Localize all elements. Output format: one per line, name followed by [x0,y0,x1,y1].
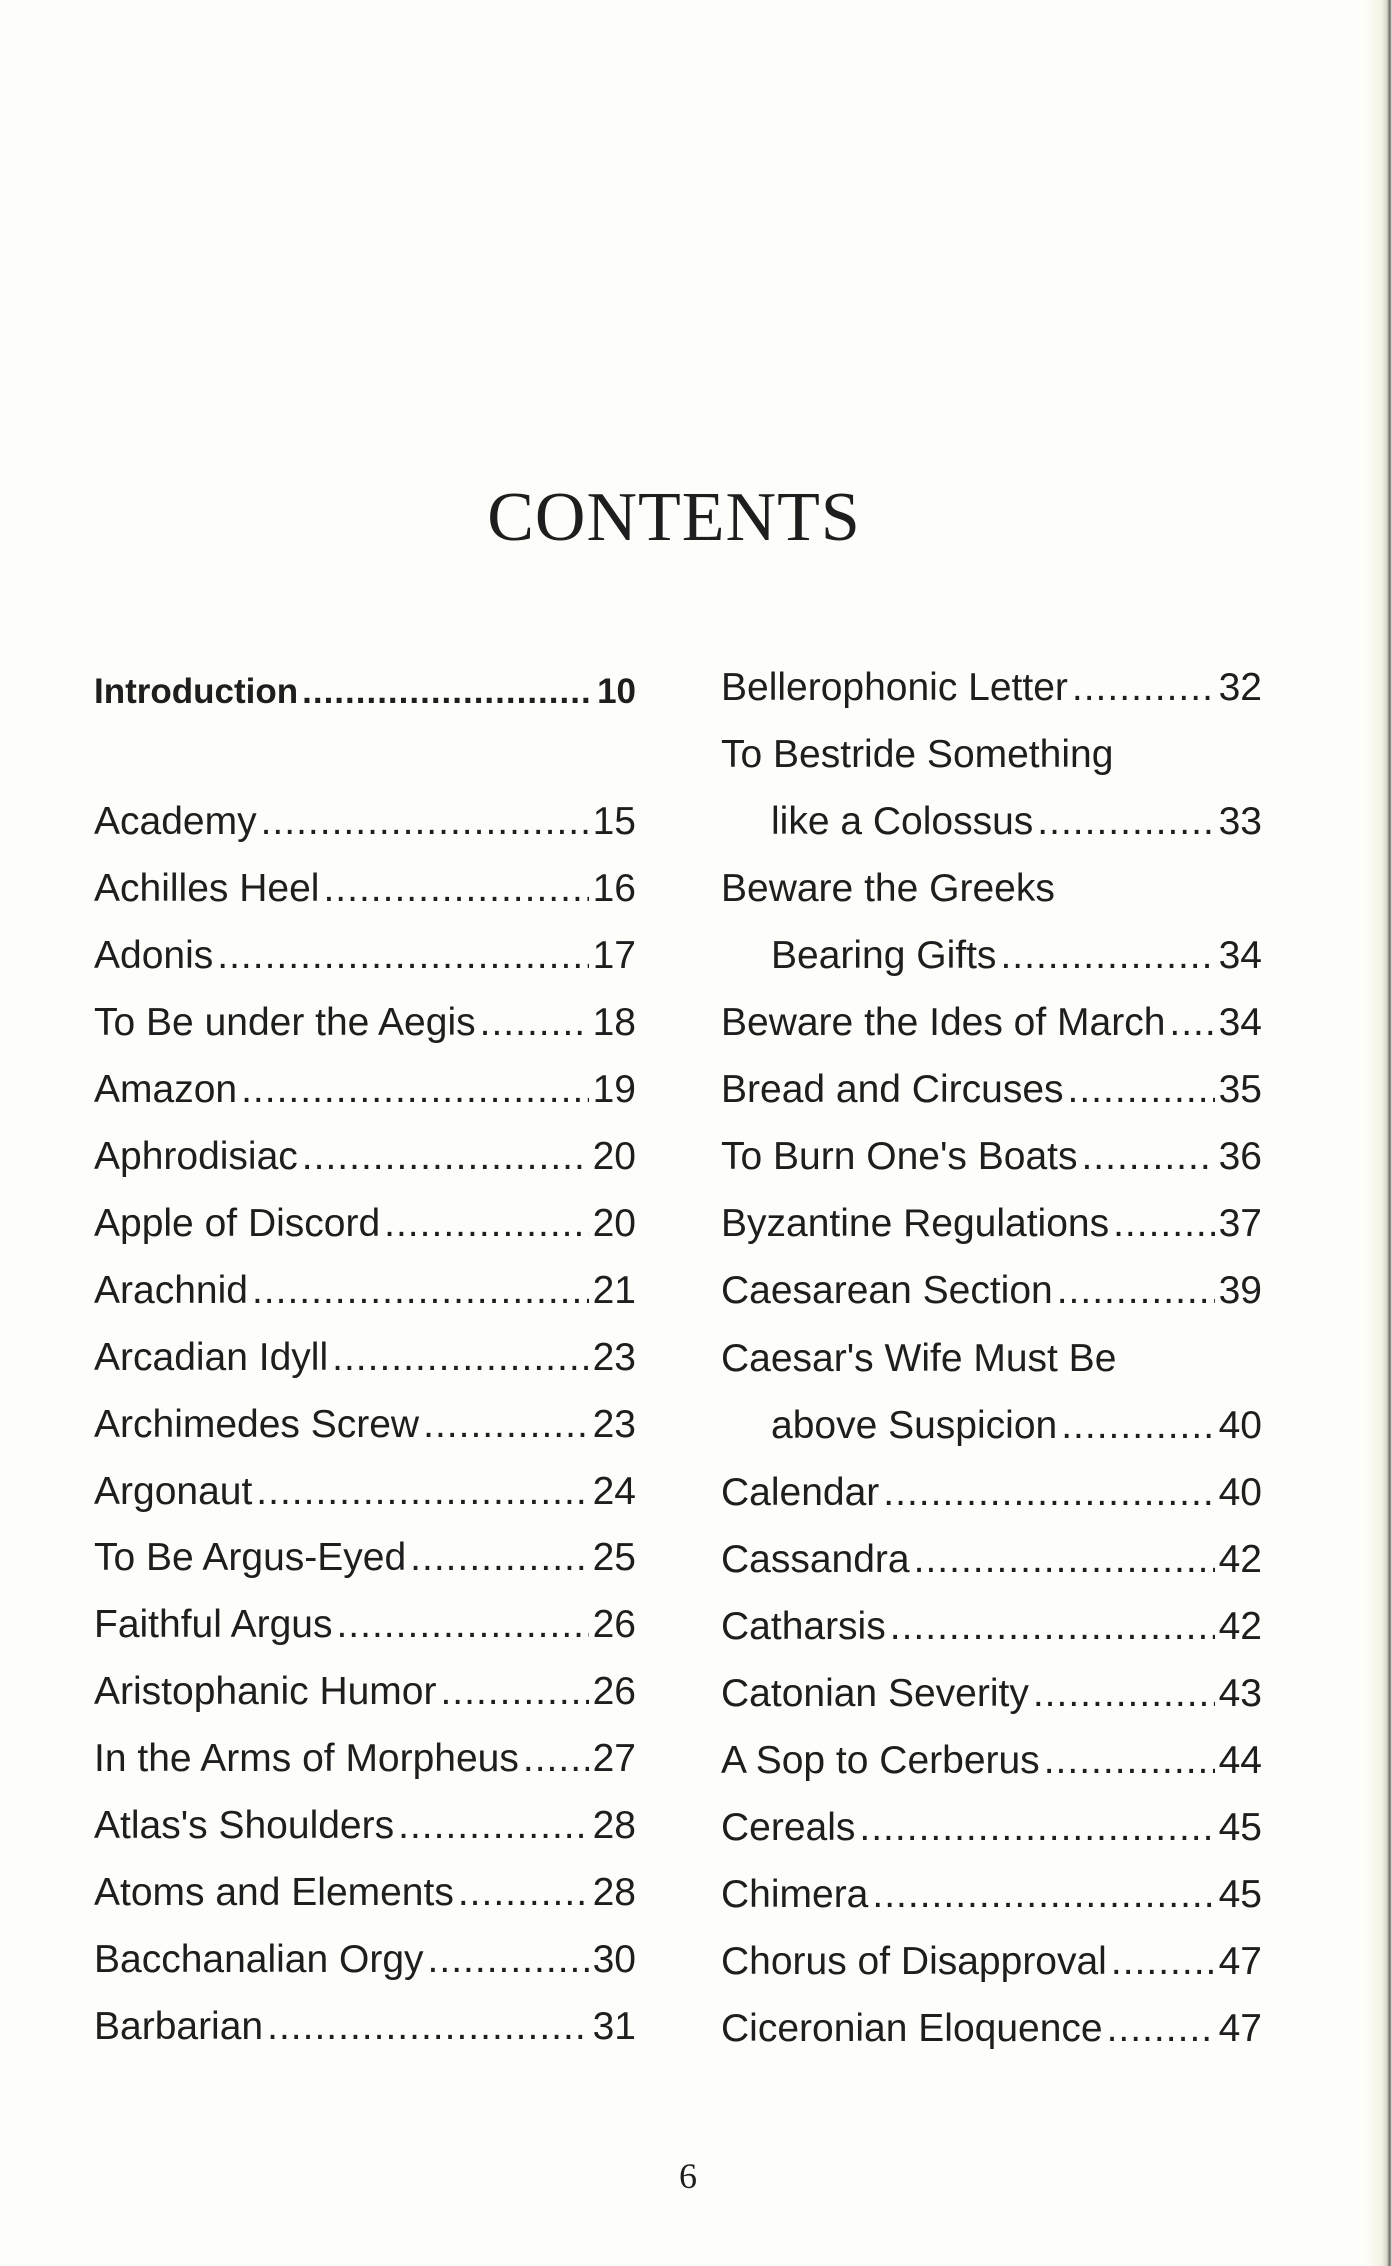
toc-entry[interactable] [721,1538,1262,1588]
toc-entry-title: Cassandra [721,1537,910,1581]
toc-entry[interactable] [94,867,636,917]
toc-entry[interactable] [721,934,1262,984]
toc-entry[interactable] [721,1471,1262,1521]
page-edge [1366,0,1392,2266]
toc-entry[interactable] [721,1337,1262,1387]
toc-entry-title: Catharsis [721,1604,886,1648]
toc-entry-title: To Bestride Something [721,733,1114,777]
toc-entry-title: Achilles Heel [94,866,320,910]
toc-entry-title: above Suspicion [771,1403,1058,1447]
toc-entry[interactable] [721,1672,1262,1722]
toc-entry-page: 42 [1218,1537,1262,1581]
toc-entry[interactable] [721,1739,1262,1789]
leader-dots [1107,2007,1215,2051]
toc-entry[interactable] [721,1605,1262,1655]
toc-entry-page: 28 [592,1871,636,1915]
toc-entry-page: 20 [592,1134,636,1178]
toc-entry-title: Bellerophonic Letter [721,666,1068,709]
toc-entry-title: Arcadian Idyll [94,1335,329,1379]
toc-entry[interactable] [721,1068,1262,1118]
toc-entry[interactable] [94,1403,636,1453]
toc-entry-title: Atlas's Shoulders [94,1804,395,1848]
toc-entry[interactable] [94,1603,636,1653]
leader-dots [267,2005,589,2049]
toc-entry-title: Beware the Greeks [721,867,1055,911]
toc-entry-title: Adonis [94,933,214,977]
toc-entry-title: Caesar's Wife Must Be [721,1336,1117,1380]
toc-entry[interactable] [94,1737,636,1787]
toc-entry-title: Ciceronian Eloquence [721,2007,1103,2050]
toc-entry-page: 30 [592,1938,636,1982]
toc-entry[interactable] [721,2007,1262,2057]
toc-entry[interactable] [94,1938,636,1988]
toc-entry-title: Aphrodisiac [94,1134,298,1178]
toc-entry-page: 45 [1218,1805,1262,1849]
leader-dots [410,1536,588,1580]
leader-dots [872,1873,1214,1917]
leader-dots [1068,1068,1215,1112]
leader-dots [1061,1404,1214,1448]
toc-entry[interactable] [94,2005,636,2055]
leader-dots [1081,1135,1214,1179]
leader-dots [458,1871,589,1915]
leader-dots [890,1605,1215,1649]
toc-entry-page: 19 [592,1067,636,1111]
leader-dots [323,867,588,911]
toc-entry[interactable] [721,1873,1262,1923]
toc-entry-page: 23 [592,1335,636,1379]
toc-entry[interactable] [721,1269,1262,1319]
toc-entry[interactable] [721,666,1262,716]
leader-dots [883,1471,1214,1515]
toc-entry-page: 43 [1218,1671,1262,1715]
toc-entry[interactable] [721,1806,1262,1856]
toc-entry-title: Barbarian [94,2005,264,2049]
leader-dots [1169,1001,1214,1045]
toc-entry-title: To Burn One's Boats [721,1135,1078,1179]
toc-entry-page: 25 [592,1536,636,1580]
toc-entry-title: Chimera [721,1872,869,1916]
leader-dots [398,1804,589,1848]
toc-entry-page: 24 [592,1469,636,1513]
toc-entry-title: In the Arms of Morpheus [94,1737,519,1781]
toc-entry-page: 18 [592,1000,636,1044]
leader-dots [480,1001,589,1045]
toc-entry-title: To Be Argus-Eyed [94,1536,407,1580]
leader-dots [336,1603,588,1647]
toc-entry-title: Academy [94,800,257,843]
toc-entry-page: 36 [1218,1135,1262,1179]
toc-entry-page: 47 [1218,1939,1262,1983]
toc-entry-title: like a Colossus [771,800,1034,844]
leader-dots [261,800,589,844]
leader-dots [1033,1672,1215,1716]
toc-entry[interactable] [721,1135,1262,1185]
leader-dots [1044,1739,1215,1783]
toc-entry-title: Bacchanalian Orgy [94,1938,424,1982]
leader-dots [440,1670,588,1714]
toc-entry[interactable] [94,1001,636,1051]
toc-entry-title: Bread and Circuses [721,1068,1064,1112]
toc-entry-title: Calendar [721,1470,880,1514]
toc-entry[interactable] [721,800,1262,850]
toc-entry[interactable] [721,1940,1262,1990]
toc-entry[interactable] [721,1001,1262,1051]
toc-entry[interactable] [721,1202,1262,1252]
toc-entry-page: 27 [592,1737,636,1781]
toc-entry-page: 35 [1218,1068,1262,1112]
toc-entry-title: Byzantine Regulations [721,1202,1110,1246]
toc-entry[interactable] [94,1470,636,1520]
toc-entry-page: 44 [1218,1738,1262,1782]
toc-entry-page: 40 [1218,1470,1262,1514]
leader-dots [241,1068,589,1112]
toc-entry[interactable] [94,1202,636,1252]
leader-dots [1072,666,1215,710]
toc-entry-page: 23 [592,1402,636,1446]
toc-entry-title: Amazon [94,1067,238,1111]
toc-entry-page: 17 [592,933,636,977]
toc-entry-title: A Sop to Cerberus [721,1738,1040,1782]
leader-dots [256,1470,588,1514]
toc-entry-page: 34 [1218,934,1262,978]
toc-entry-page: 15 [592,800,636,843]
leader-dots [1000,934,1214,978]
toc-entry[interactable] [94,1871,636,1921]
toc-entry-title: Apple of Discord [94,1201,381,1245]
toc-entry-page: 28 [592,1804,636,1848]
leader-dots [332,1336,588,1380]
toc-entry[interactable] [94,800,636,850]
leader-dots [859,1806,1214,1850]
leader-dots [423,1403,589,1447]
toc-entry-page: 39 [1218,1269,1262,1313]
leader-dots [1057,1269,1215,1313]
toc-entry[interactable] [94,1068,636,1118]
toc-entry-title: Beware the Ides of March [721,1001,1166,1045]
toc-entry-page: 45 [1218,1872,1262,1916]
leader-dots [428,1938,589,1982]
toc-entry[interactable] [721,1404,1262,1454]
toc-entry[interactable] [94,1536,636,1586]
toc-entry-title: Catonian Severity [721,1671,1029,1715]
toc-entry-title: Chorus of Disapproval [721,1939,1107,1983]
toc-entry-title: Caesarean Section [721,1269,1053,1313]
toc-entry-title: Introduction [94,672,299,711]
toc-entry-title: Cereals [721,1805,856,1849]
leader-dots [523,1737,589,1781]
toc-entry-title: Arachnid [94,1268,248,1312]
toc-entry[interactable] [94,1336,636,1386]
toc-entry-page: 47 [1218,2007,1262,2050]
leader-dots [384,1202,588,1246]
toc-entry-title: Bearing Gifts [771,934,997,978]
toc-entry[interactable] [94,1269,636,1319]
toc-entry-page: 10 [597,672,636,711]
toc-entry-title: To Be under the Aegis [94,1000,476,1044]
toc-entry-page: 16 [592,866,636,910]
toc-entry-page: 26 [592,1670,636,1714]
toc-entry[interactable] [721,867,1262,917]
toc-entry-page: 42 [1218,1604,1262,1648]
toc-entry-page: 20 [592,1201,636,1245]
toc-entry-page: 21 [592,1268,636,1312]
toc-entry-page: 40 [1218,1403,1262,1447]
toc-entry-page: 33 [1218,800,1262,844]
page-title: CONTENTS [487,479,861,556]
toc-entry-title: Argonaut [94,1469,253,1513]
toc-entry-page: 34 [1218,1001,1262,1045]
toc-entry[interactable] [94,1670,636,1720]
toc-entry[interactable] [94,1135,636,1185]
toc-entry[interactable] [94,934,636,984]
toc-entry-title: Archimedes Screw [94,1402,420,1446]
page-number: 6 [679,2156,697,2196]
leader-dots [1111,1940,1215,1984]
toc-entry[interactable] [94,672,636,722]
toc-entry-title: Aristophanic Humor [94,1670,437,1714]
toc-entry-page: 31 [592,2005,636,2049]
leader-dots [252,1269,589,1313]
leader-dots [1037,800,1214,844]
toc-entry-page: 26 [592,1603,636,1647]
leader-dots [217,934,588,978]
toc-entry[interactable] [721,733,1262,783]
toc-entry-title: Atoms and Elements [94,1871,454,1915]
leader-dots [302,672,593,712]
leader-dots [1113,1202,1215,1246]
toc-entry-page: 37 [1218,1202,1262,1246]
toc-entry[interactable] [94,1804,636,1854]
leader-dots [914,1538,1215,1582]
leader-dots [302,1135,589,1179]
toc-entry-title: Faithful Argus [94,1603,333,1647]
toc-entry-page: 32 [1218,666,1262,709]
